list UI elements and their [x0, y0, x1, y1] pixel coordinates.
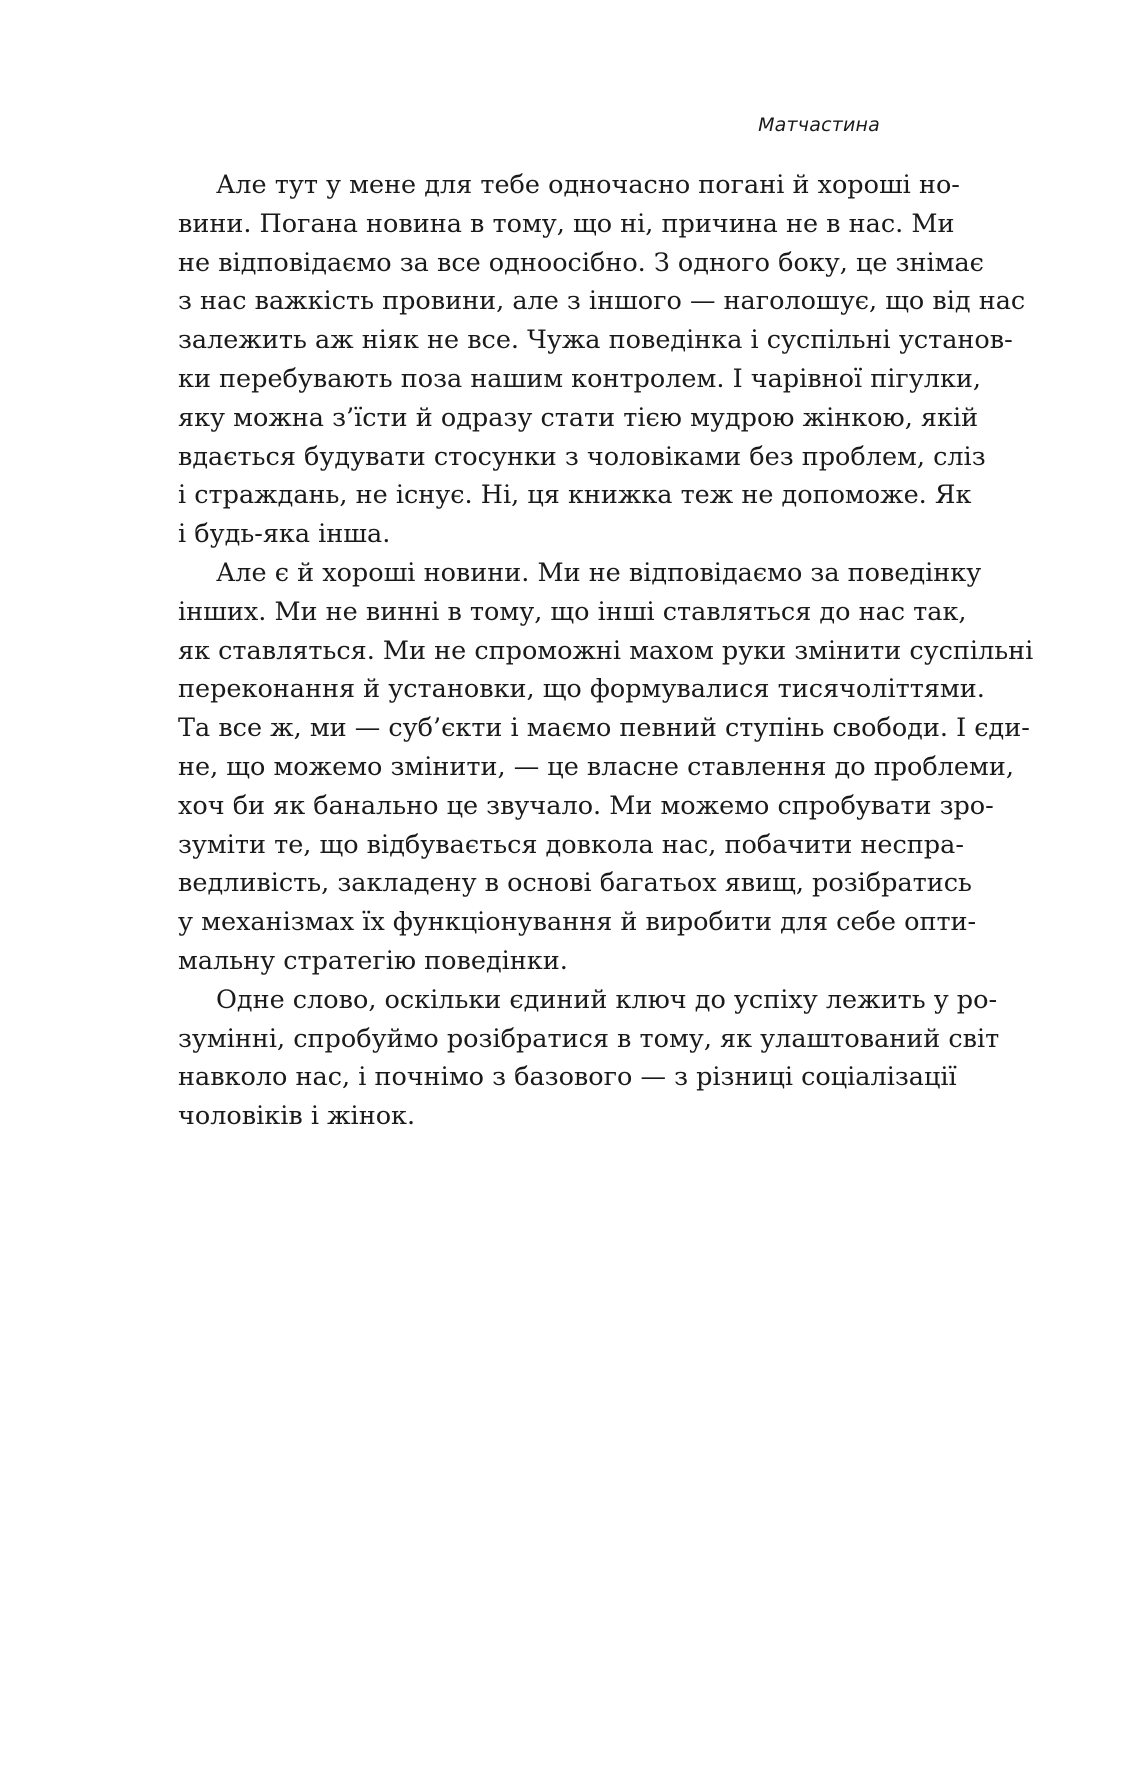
text-line: зуміти те, що відбувається довкола нас, побачити неспра- [178, 829, 964, 860]
text-line: зумінні, спробуймо розібратися в тому, як улаштований світ [178, 1023, 1000, 1054]
text-line: ведливість, закладену в основі багатьох явищ, розібратись [178, 868, 972, 899]
text-line: як ставляться. Ми не спроможні махом руки змінити суспільні [178, 635, 1034, 666]
text-line: мальну стратегію поведінки. [178, 945, 568, 976]
text-line: з нас важкість провини, але з іншого — наголошує, що від нас [178, 286, 1026, 317]
text-line: вини. Погана новина в тому, що ні, причина не в нас. Ми [178, 208, 955, 239]
text-line: Одне слово, оскільки єдиний ключ до успіху лежить у ро- [216, 984, 998, 1015]
paragraph-3 [140, 981, 1000, 1136]
text-line: навколо нас, і почнімо з базового — з різниці соціалізації [178, 1062, 957, 1093]
text-line: хоч би як банально це звучало. Ми можемо спробувати зро- [178, 790, 994, 821]
text-line: і страждань, не існує. Ні, ця книжка теж не допоможе. Як [178, 480, 972, 511]
paragraph-2 [140, 554, 1034, 981]
text-line: не, що можемо змінити, — це власне ставлення до проблеми, [178, 751, 1014, 782]
text-line: інших. Ми не винні в тому, що інші ставляться до нас так, [178, 596, 967, 627]
text-line: чоловіків і жінок. [178, 1101, 416, 1132]
text-line: Але тут у мене для тебе одночасно погані й хороші но- [216, 170, 960, 200]
running-head: Матчастина [758, 114, 880, 136]
text-line: залежить аж ніяк не все. Чужа поведінка і суспільні установ- [178, 325, 1013, 356]
text-line: не відповідаємо за все одноосібно. З одного боку, це знімає [178, 247, 984, 278]
text-line: вдається будувати стосунки з чоловіками без проблем, сліз [178, 441, 986, 472]
text-line: Та все ж, ми — суб’єкти і маємо певний ступінь свободи. І єди- [178, 713, 1030, 744]
text-line: яку можна з’їсти й одразу стати тією мудрою жінкою, якій [178, 402, 979, 433]
text-line: Але є й хороші новини. Ми не відповідаємо за поведінку [216, 557, 982, 588]
text-line: у механізмах їх функціонування й виробити для себе опти- [178, 907, 977, 938]
paragraph-1 [140, 166, 1026, 554]
text-line: і будь-яка інша. [178, 519, 391, 550]
body-text [140, 166, 1034, 1136]
text-line: ки перебувають поза нашим контролем. І чарівної пігулки, [178, 363, 982, 394]
text-line: переконання й установки, що формувалися тисячоліттями. [178, 674, 985, 705]
